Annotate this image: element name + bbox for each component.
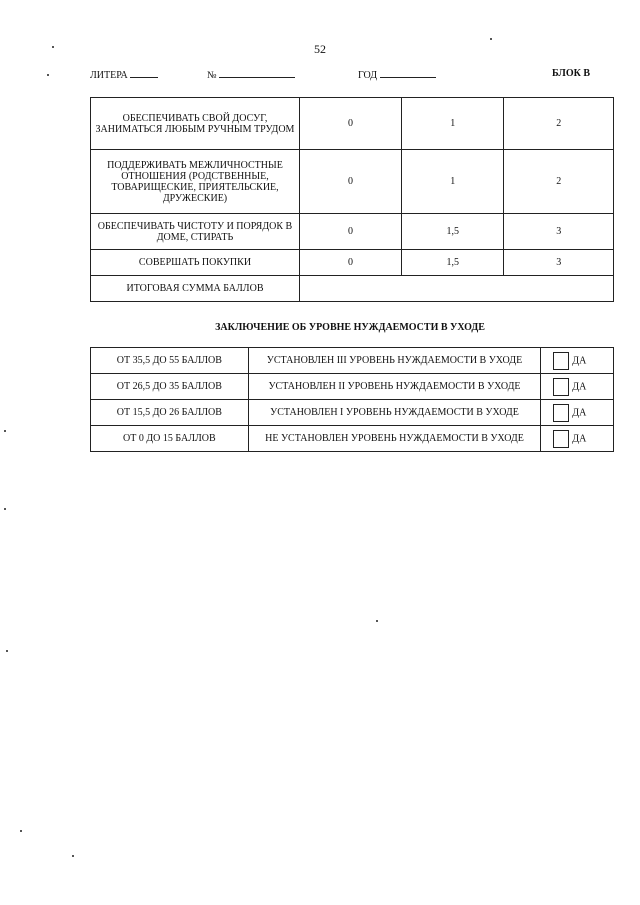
yes-checkbox[interactable]	[553, 378, 569, 396]
litera-field	[90, 68, 158, 81]
year-field	[358, 68, 436, 81]
total-label: ИТОГОВАЯ СУММА БАЛЛОВ	[91, 276, 300, 302]
activity-label: ОБЕСПЕЧИВАТЬ СВОЙ ДОСУГ, ЗАНИМАТЬСЯ ЛЮБЫМ РУЧНЫМ ТРУДОМ	[91, 98, 300, 150]
activity-label: ПОДДЕРЖИВАТЬ МЕЖЛИЧНОСТНЫЕ ОТНОШЕНИЯ (РОДСТВЕННЫЕ, ТОВАРИЩЕСКИЕ, ПРИЯТЕЛЬСКИЕ, ДРУЖЕСКИЕ)	[91, 150, 300, 214]
score-cell: 0	[299, 214, 401, 250]
yes-checkbox[interactable]	[553, 352, 569, 370]
yes-option	[541, 348, 614, 374]
scan-speck	[47, 74, 49, 76]
need-level: УСТАНОВЛЕН III УРОВЕНЬ НУЖДАЕМОСТИ В УХОДЕ	[248, 348, 541, 374]
number-blank[interactable]	[219, 68, 295, 78]
table-row	[91, 150, 614, 214]
yes-label: ДА	[572, 432, 587, 444]
scan-speck	[72, 855, 74, 857]
litera-label: ЛИТЕРА	[90, 70, 128, 81]
score-cell: 0	[299, 250, 401, 276]
yes-checkbox[interactable]	[553, 430, 569, 448]
page-number: 52	[314, 42, 326, 56]
score-range: ОТ 15,5 ДО 26 БАЛЛОВ	[91, 400, 249, 426]
block-label: БЛОК В	[552, 68, 591, 79]
table-row	[91, 426, 614, 452]
scores-table	[90, 97, 614, 302]
score-cell: 3	[504, 214, 614, 250]
score-cell: 2	[504, 98, 614, 150]
need-level: НЕ УСТАНОВЛЕН УРОВЕНЬ НУЖДАЕМОСТИ В УХОДЕ	[248, 426, 541, 452]
yes-option	[541, 400, 614, 426]
table-row	[91, 348, 614, 374]
score-cell: 1	[401, 150, 503, 214]
scan-speck	[52, 46, 54, 48]
conclusion-title: ЗАКЛЮЧЕНИЕ ОБ УРОВНЕ НУЖДАЕМОСТИ В УХОДЕ	[215, 322, 485, 333]
activity-label: СОВЕРШАТЬ ПОКУПКИ	[91, 250, 300, 276]
need-level: УСТАНОВЛЕН I УРОВЕНЬ НУЖДАЕМОСТИ В УХОДЕ	[248, 400, 541, 426]
score-cell: 1,5	[401, 250, 503, 276]
scan-speck	[20, 830, 22, 832]
need-level: УСТАНОВЛЕН II УРОВЕНЬ НУЖДАЕМОСТИ В УХОДЕ	[248, 374, 541, 400]
yes-label: ДА	[572, 354, 587, 366]
year-blank[interactable]	[380, 68, 436, 78]
score-cell: 0	[299, 150, 401, 214]
total-value-cell[interactable]	[299, 276, 613, 302]
yes-option	[541, 374, 614, 400]
scan-speck	[4, 508, 6, 510]
score-range: ОТ 26,5 ДО 35 БАЛЛОВ	[91, 374, 249, 400]
yes-label: ДА	[572, 406, 587, 418]
score-cell: 0	[299, 98, 401, 150]
number-field	[207, 68, 295, 81]
table-row	[91, 98, 614, 150]
year-label: ГОД	[358, 70, 378, 81]
litera-blank[interactable]	[130, 68, 158, 78]
yes-label: ДА	[572, 380, 587, 392]
score-cell: 2	[504, 150, 614, 214]
total-row	[91, 276, 614, 302]
score-cell: 1,5	[401, 214, 503, 250]
score-range: ОТ 35,5 ДО 55 БАЛЛОВ	[91, 348, 249, 374]
scan-speck	[490, 38, 492, 40]
yes-option	[541, 426, 614, 452]
scan-speck	[4, 430, 6, 432]
scan-speck	[376, 620, 378, 622]
number-label: №	[207, 70, 217, 81]
score-cell: 1	[401, 98, 503, 150]
table-row	[91, 250, 614, 276]
score-cell: 3	[504, 250, 614, 276]
table-row	[91, 374, 614, 400]
table-row	[91, 214, 614, 250]
yes-checkbox[interactable]	[553, 404, 569, 422]
conclusion-table	[90, 347, 614, 452]
activity-label: ОБЕСПЕЧИВАТЬ ЧИСТОТУ И ПОРЯДОК В ДОМЕ, СТИРАТЬ	[91, 214, 300, 250]
scan-speck	[6, 650, 8, 652]
table-row	[91, 400, 614, 426]
score-range: ОТ 0 ДО 15 БАЛЛОВ	[91, 426, 249, 452]
